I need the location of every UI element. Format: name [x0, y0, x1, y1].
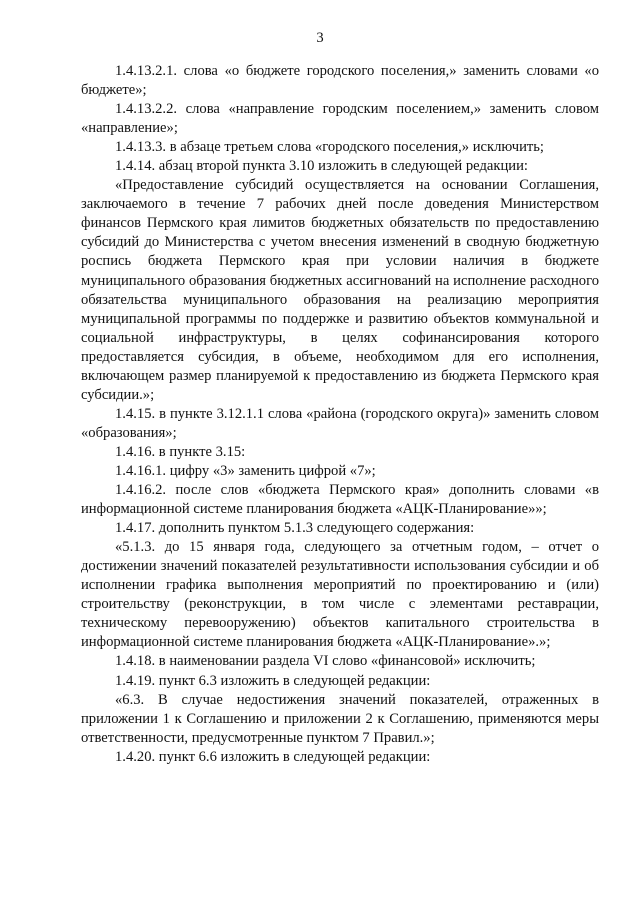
paragraph-1-4-16: 1.4.16. в пункте 3.15:	[115, 443, 246, 460]
paragraph-1-4-18: 1.4.18. в наименовании раздела VI слово «финансовой» исключить;	[115, 653, 536, 670]
paragraph-1-4-13-3: 1.4.13.3. в абзаце третьем слова «городского поселения,» исключить;	[115, 139, 544, 156]
paragraph-1-4-14: 1.4.14. абзац второй пункта 3.10 изложить в следующей редакции:	[115, 158, 528, 175]
paragraph-1-4-15: 1.4.15. в пункте 3.12.1.1 слова «района (городского округа)» заменить словом «образования»;	[81, 405, 599, 441]
paragraph-1-4-13-2-1: 1.4.13.2.1. слова «о бюджете городского поселения,» заменить словами «о бюджете»;	[81, 63, 599, 99]
paragraph-1-4-19: 1.4.19. пункт 6.3 изложить в следующей редакции:	[115, 672, 431, 689]
quoted-text-6-3: «6.3. В случае недостижения значений показателей, отраженных в приложении 1 к Соглашению и приложении 2 к Соглашению, применяются меры ответственности, предусмотренные пунктом 7 Правил.»;	[81, 691, 599, 746]
paragraph-1-4-17: 1.4.17. дополнить пунктом 5.1.3 следующего содержания:	[115, 520, 475, 537]
document-body	[81, 62, 599, 767]
paragraph-1-4-20: 1.4.20. пункт 6.6 изложить в следующей редакции:	[115, 748, 431, 765]
page-number: 3	[316, 30, 324, 46]
paragraph-1-4-16-1: 1.4.16.1. цифру «3» заменить цифрой «7»;	[115, 462, 376, 479]
paragraph-1-4-13-2-2: 1.4.13.2.2. слова «направление городским поселением,» заменить словом «направление»;	[81, 101, 599, 137]
quoted-text-5-1-3: «5.1.3. до 15 января года, следующего за отчетным годом, – отчет о достижении значений показателей результативности использования субсидии и об исполнении графика выполнения мероприятий по проектированию и (или) строительству (реконструкции, в том числе с элементами реставрации, техническому перевооружению) объектов капитального строительства в информационной системе планирования бюджета «АЦК-Планирование».»;	[81, 539, 599, 651]
quoted-text-3-10: «Предоставление субсидий осуществляется на основании Соглашения, заключаемого в течение 7 рабочих дней после доведения Министерством финансов Пермского края лимитов бюджетных обязательств по предоставлению субсидий до Министерства с учетом внесения изменений в сводную бюджетную роспись бюджета Пермского края при условии наличия в бюджете муниципального образования бюджетных ассигнований на исполнение расходного обязательства муниципального образования на реализацию мероприятия муниципальной программы по поддержке и развитию объектов коммунальной и социальной инфраструктуры, в целях софинансирования которого предоставляется субсидия, в объеме, необходимом для его исполнения, включающем размер планируемой к предоставлению из бюджета Пермского края субсидии.»;	[81, 177, 599, 403]
paragraph-1-4-16-2: 1.4.16.2. после слов «бюджета Пермского края» дополнить словами «в информационной системе планирования бюджета «АЦК-Планирование»»;	[81, 482, 599, 518]
